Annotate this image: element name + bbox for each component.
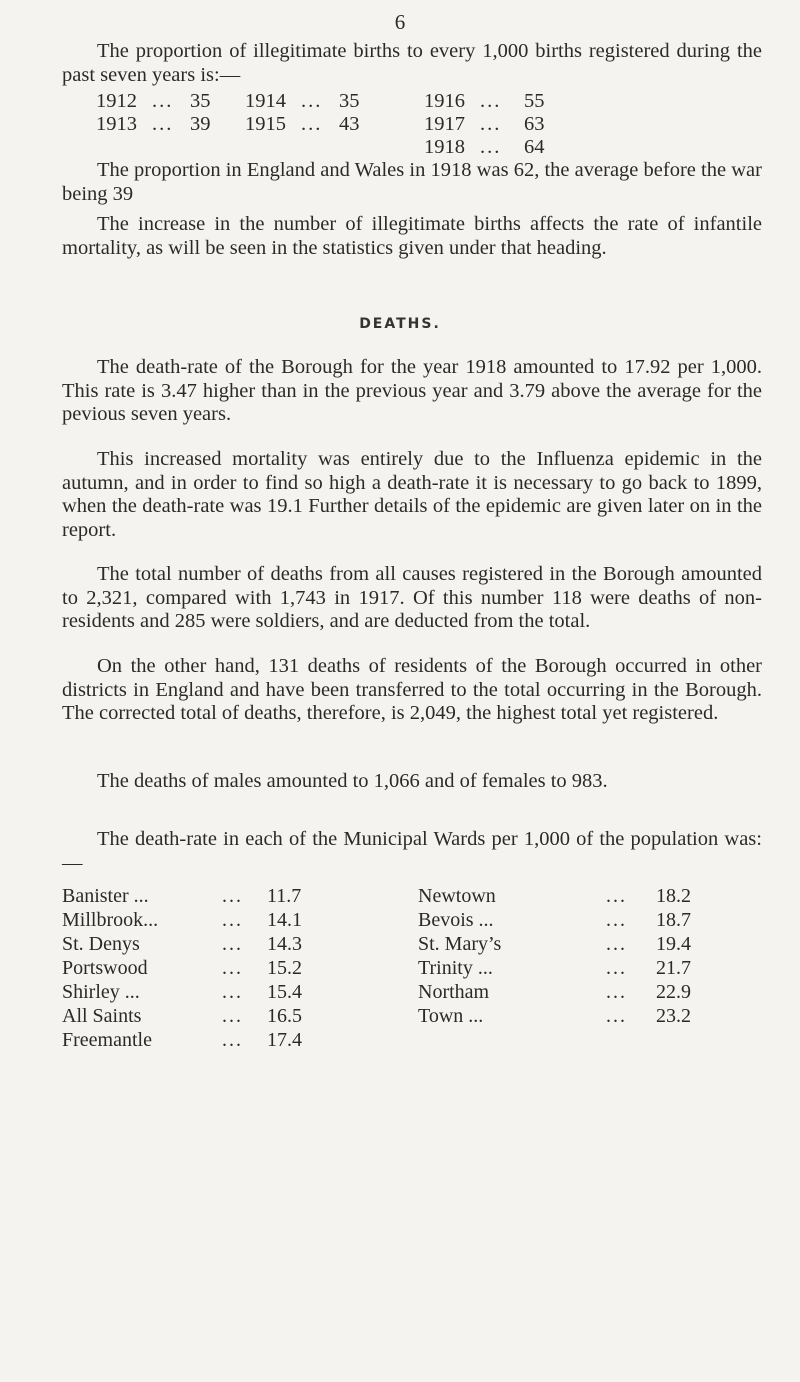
ward-name: Trinity ...	[418, 957, 493, 979]
ward-name: St. Mary’s	[418, 933, 502, 955]
illegitimate-intro: The proportion of illegitimate births to every 1,000 births registered during the past seven years is:—	[62, 40, 762, 86]
rate-year: 1915	[245, 113, 286, 135]
ward-rate: 21.7	[656, 957, 691, 979]
rate-value: 35	[339, 90, 360, 112]
ward-rate: 11.7	[267, 885, 302, 907]
ward-rate: 22.9	[656, 981, 691, 1003]
rate-value: 43	[339, 113, 360, 135]
ward-rate: 18.7	[656, 909, 691, 931]
ward-rate: 15.4	[267, 981, 302, 1003]
deaths-heading: DEATHS.	[359, 316, 441, 332]
ward-name: Newtown	[418, 885, 496, 907]
rate-year: 1914	[245, 90, 286, 112]
ward-name: St. Denys	[62, 933, 140, 955]
transferred-deaths-paragraph: On the other hand, 131 deaths of residents of the Borough occurred in other districts in England and have been transferred to the total occurring in the Borough. The corrected total of deaths, therefore, is 2,049, the highest total yet registered.	[62, 655, 762, 724]
increase-note: The increase in the number of illegitimate births affects the rate of infantile mortality, as will be seen in the statistics given under that heading.	[62, 213, 762, 259]
ward-rate: 17.4	[267, 1029, 302, 1051]
ward-name: All Saints	[62, 1005, 142, 1027]
ward-name: Shirley ...	[62, 981, 140, 1003]
document-page: 6 The proportion of illegitimate births to every 1,000 births registered during the past seven years is:— 1912 ... 35 1913 ... 39 1914 ... 35 1915 ... 43 1916 ... 55 1917 ... 63 1918 ... 64 The proportion in England and Wales in 1918 was 62, the average before the war being 39 The increase in the number of illegitimate births affects the rate of infantile mortality, as will be seen in the statistics given under that heading. DEATHS. The death-rate of the Borough for the year 1918 amounted to 17.92 per 1,000. This rate is 3.47 higher than in the previous year and 3.79 above the average for the pevious seven years. This increased mortality was entirely due to the Influenza epidemic in the autumn, and in order to find so high a death-rate it is necessary to go back to 1899, when the death-rate was 19.1 Further details of the epidemic are given later on in the report. The total number of deaths from all causes registered in the Borough amounted to 2,321, compared with 1,743 in 1917. Of this number 118 were deaths of non-residents and 285 were soldiers, and are deducted from the total. On the other hand, 131 deaths of residents of the Borough occurred in other districts in England and have been transferred to the total occurring in the Borough. The corrected total of deaths, therefore, is 2,049, the highest total yet registered. The deaths of males amounted to 1,066 and of females to 983. The death-rate in each of the Municipal Wards per 1,000 of the population was:— Banister ... ... 11.7 Millbrook... ... 14.1 St. Denys ... 14.3 Portswood ... 15.2 Shirley ... ... 15.4 All Saints ... 16.5 Freemantle ... 17.4 Newtown ... 18.2 Bevois ... ... 18.7 St. Mary’s ... 19.4 Trinity ... ... 21.7 Northam ... 22.9 Town ... ... 23.2	[0, 0, 800, 1382]
males-females-paragraph: The deaths of males amounted to 1,066 and of females to 983.	[97, 770, 608, 792]
ward-rate: 16.5	[267, 1005, 302, 1027]
rate-year: 1913	[96, 113, 137, 135]
ward-name: Northam	[418, 981, 490, 1003]
ward-name: Banister ...	[62, 885, 149, 907]
england-wales-note: The proportion in England and Wales in 1918 was 62, the average before the war being 39	[62, 159, 762, 205]
ward-name: Town ...	[418, 1005, 484, 1027]
ward-name: Millbrook...	[62, 909, 159, 931]
ward-name: Bevois ...	[418, 909, 494, 931]
total-deaths-paragraph: The total number of deaths from all causes registered in the Borough amounted to 2,321, compared with 1,743 in 1917. Of this number 118 were deaths of non-residents and 285 were soldiers, and are deducted from the total.	[62, 563, 762, 632]
rate-value: 35	[190, 90, 211, 112]
wards-intro: The death-rate in each of the Municipal Wards per 1,000 of the population was:—	[62, 828, 762, 874]
ward-rate: 14.3	[267, 933, 302, 955]
rate-year: 1916	[424, 90, 465, 112]
ward-name: Freemantle	[62, 1029, 152, 1051]
rate-value: 64	[524, 136, 545, 158]
ward-name: Portswood	[62, 957, 148, 979]
ward-rate: 14.1	[267, 909, 302, 931]
ward-rate: 23.2	[656, 1005, 691, 1027]
influenza-paragraph: This increased mortality was entirely due to the Influenza epidemic in the autumn, and in order to find so high a death-rate it is necessary to go back to 1899, when the death-rate was 19.1 Further details of the epidemic are given later on in the report.	[62, 448, 762, 541]
ward-rate: 15.2	[267, 957, 302, 979]
rate-year: 1917	[424, 113, 465, 135]
ward-rate: 18.2	[656, 885, 691, 907]
rate-value: 63	[524, 113, 545, 135]
rate-value: 39	[190, 113, 211, 135]
death-rate-paragraph: The death-rate of the Borough for the year 1918 amounted to 17.92 per 1,000. This rate is 3.47 higher than in the previous year and 3.79 above the average for the pevious seven years.	[62, 356, 762, 425]
page-number: 6	[394, 10, 406, 34]
rate-year: 1912	[96, 90, 137, 112]
ward-rate: 19.4	[656, 933, 691, 955]
rate-year: 1918	[424, 136, 465, 158]
rate-value: 55	[524, 90, 545, 112]
